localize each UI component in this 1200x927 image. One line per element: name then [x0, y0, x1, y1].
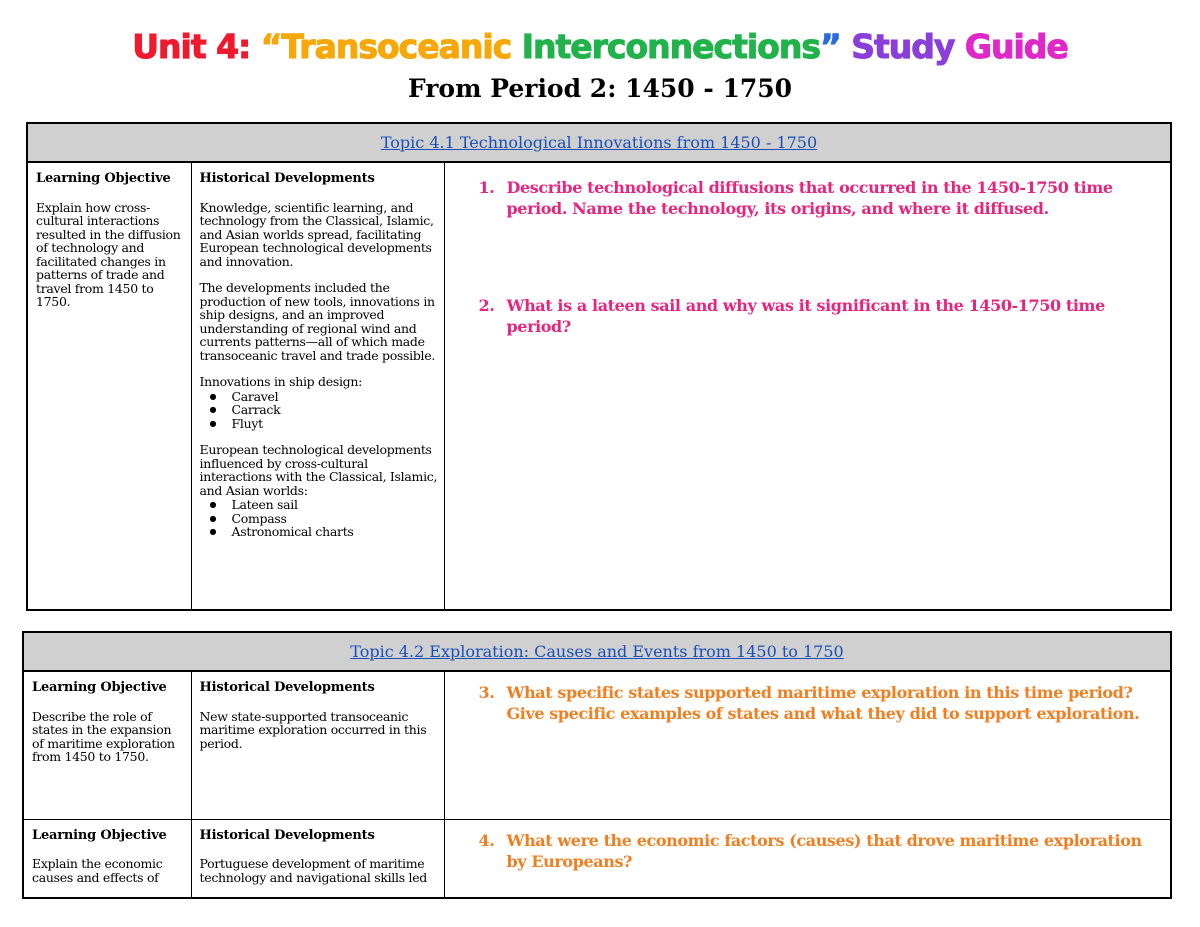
topic-4-2-table [22, 631, 1172, 899]
question-3 [479, 682, 1151, 724]
learning-objective-label: Learning Objective [32, 827, 167, 843]
question-text: What is a lateen sail and why was it significant in the 1450-1750 time period? [506, 296, 1105, 336]
title-part: Study [851, 27, 965, 66]
topic-4-1-table [26, 122, 1172, 611]
historical-developments-label: Historical Developments [199, 680, 375, 695]
question-2 [479, 295, 1151, 337]
list-item: ● Carrack [200, 403, 438, 417]
question-1 [479, 177, 1151, 219]
page-title [0, 26, 1200, 68]
development-paragraph: Innovations in ship design: [199, 374, 362, 389]
question-number: 2. [478, 296, 495, 315]
title-part: Unit 4: [132, 27, 261, 66]
learning-objective-text: Explain the economic causes and effects of [32, 856, 163, 885]
list-item: ● Compass [200, 512, 438, 526]
topic-4-1-header [27, 123, 1171, 162]
title-part: “Transoceanic [260, 27, 522, 66]
topic-4-2-header [23, 632, 1171, 671]
topic-4-2-link[interactable]: Topic 4.2 Exploration: Causes and Events from 1450 to 1750 [350, 642, 844, 661]
historical-developments-cell [191, 819, 444, 898]
development-paragraph: European technological developments influenced by cross-cultural interactions with the Classical, Islamic, and Asian worlds: [199, 442, 438, 498]
historical-developments-cell [191, 162, 444, 610]
historical-developments-label: Historical Developments [199, 827, 375, 843]
question-number: 4. [478, 830, 495, 850]
development-text: New state-supported transoceanic maritime exploration occurred in this period. [199, 708, 427, 751]
historical-developments-cell [191, 671, 444, 819]
list-item: ● Caravel [200, 390, 438, 404]
development-text: Portuguese development of maritime technology and navigational skills led [199, 856, 427, 885]
influence-list [200, 498, 438, 539]
topic-4-1-link[interactable]: Topic 4.1 Technological Innovations from 1450 - 1750 [380, 133, 818, 152]
list-item: ● Astronomical charts [200, 525, 438, 539]
ship-design-list [200, 390, 438, 431]
learning-objective-text: Describe the role of states in the expansion of maritime exploration from 1450 to 1750. [32, 708, 175, 764]
questions-cell [444, 819, 1171, 898]
list-item: ● Lateen sail [200, 498, 438, 512]
learning-objective-text: Explain how cross-cultural interactions resulted in the diffusion of technology and facilitated changes in patterns of trade and travel from 1450 to 1750. [36, 199, 181, 309]
page-subtitle: From Period 2: 1450 - 1750 [407, 74, 793, 103]
questions-cell [444, 671, 1171, 819]
learning-objective-cell [27, 162, 191, 610]
learning-objective-label: Learning Objective [32, 680, 167, 695]
title-part: Guide [964, 27, 1068, 66]
learning-objective-cell [23, 819, 191, 898]
title-part: Interconnections [521, 27, 820, 66]
question-4 [479, 830, 1151, 872]
question-number: 1. [478, 178, 495, 197]
question-text: Describe technological diffusions that occurred in the 1450-1750 time period. Name the technology, its origins, and where it diffused. [506, 178, 1113, 218]
learning-objective-label: Learning Objective [36, 171, 171, 186]
historical-developments-label: Historical Developments [199, 171, 375, 186]
questions-cell [444, 162, 1171, 610]
question-text: What were the economic factors (causes) that drove maritime exploration by Europeans? [506, 830, 1142, 871]
question-text: What specific states supported maritime exploration in this time period? Give specific examples of states and what they did to support exploration. [506, 683, 1140, 723]
question-number: 3. [478, 683, 495, 702]
development-paragraph: Knowledge, scientific learning, and technology from the Classical, Islamic, and Asian worlds spread, facilitating European technological developments and innovation. [199, 199, 434, 269]
list-item: ● Fluyt [200, 417, 438, 431]
title-part: ” [820, 27, 852, 66]
learning-objective-cell [23, 671, 191, 819]
development-paragraph: The developments included the production of new tools, innovations in ship designs, and an improved understanding of regional wind and currents patterns—all of which made transoceanic travel and trade possible. [199, 280, 436, 363]
